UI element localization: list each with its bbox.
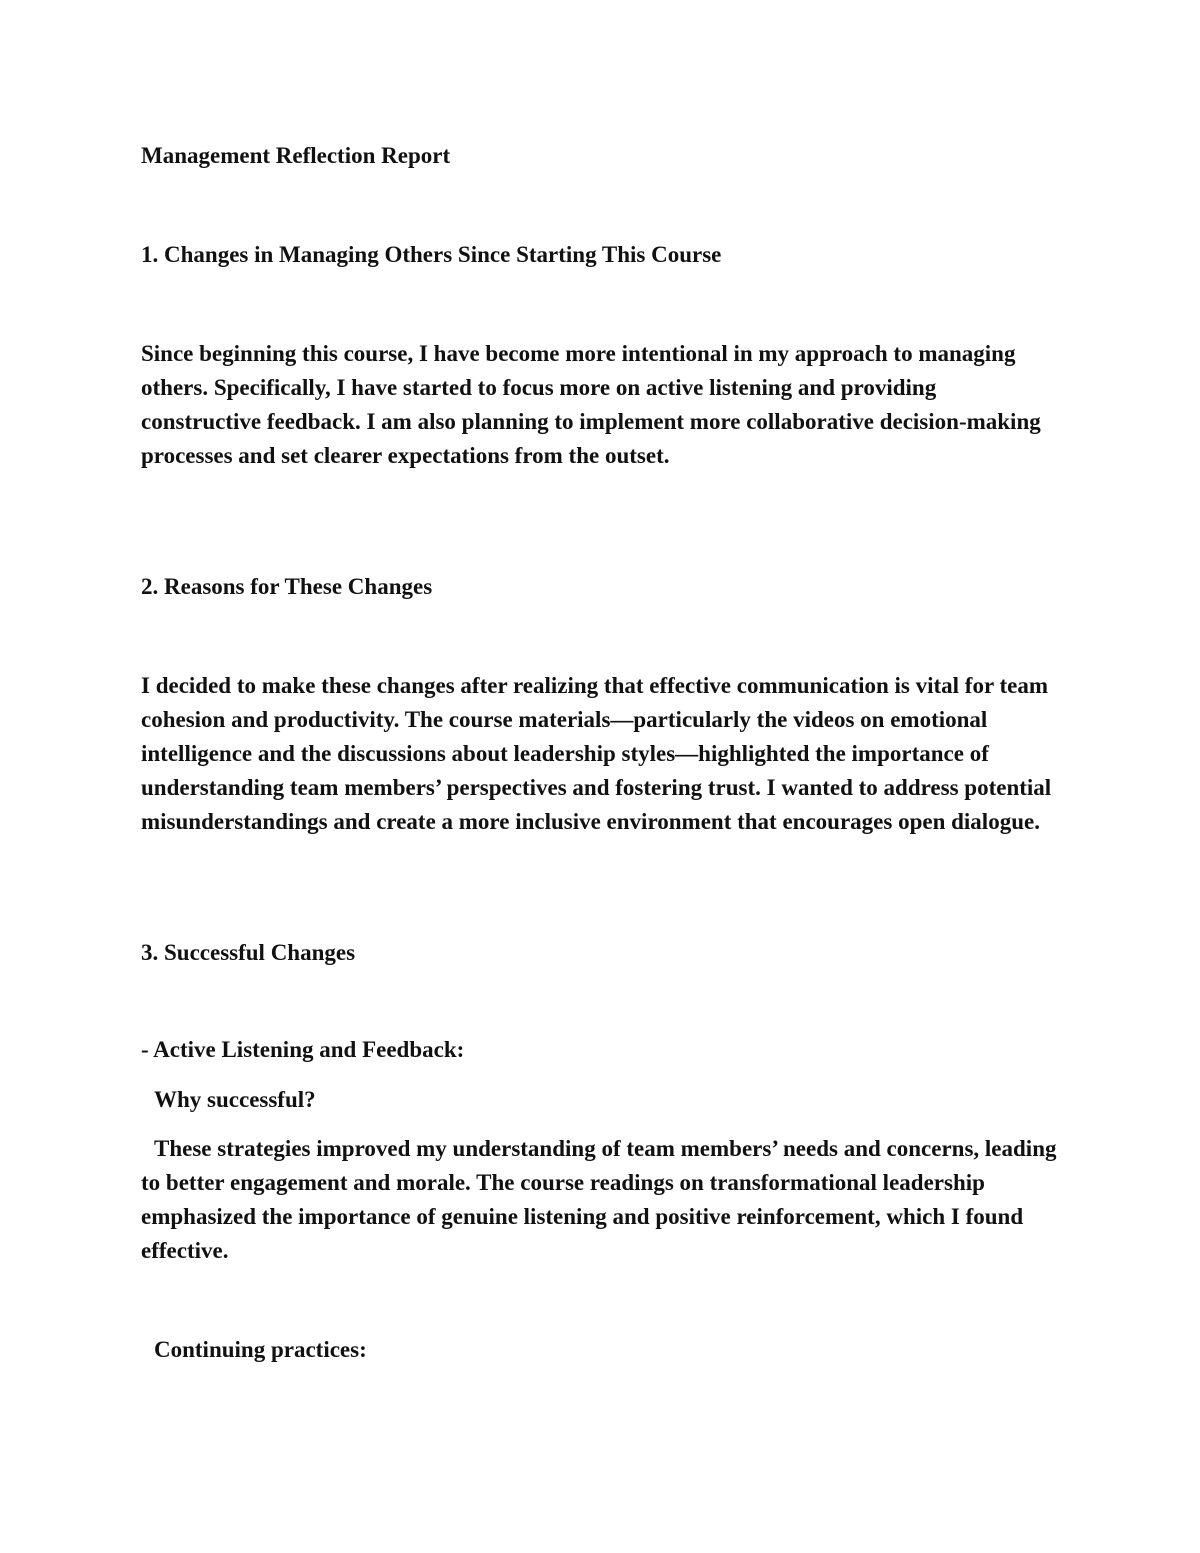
continuing-practices-label: Continuing practices:	[154, 1337, 367, 1362]
why-successful-body: These strategies improved my understanding of team members’ needs and concerns, leading to better engagement and morale. The course readings on transformational leadership emphasized the importance of genuine listening and positive reinforcement, which I found effective.	[141, 1136, 1057, 1263]
why-successful-label: Why successful?	[154, 1087, 316, 1112]
section-3-heading: 3. Successful Changes	[141, 940, 356, 965]
document-title: Management Reflection Report	[141, 143, 451, 168]
section-2-heading: 2. Reasons for These Changes	[141, 574, 433, 599]
active-listening-item-title: - Active Listening and Feedback:	[141, 1037, 465, 1062]
section-1-heading: 1. Changes in Managing Others Since Starting This Course	[141, 242, 722, 267]
section-1-body: Since beginning this course, I have become more intentional in my approach to managing others. Specifically, I have started to focus more on active listening and providing constructive feedback. I am also planning to implement more collaborative decision-making processes and set clearer expectations from the outset.	[141, 341, 1041, 468]
section-2-body: I decided to make these changes after realizing that effective communication is vital for team cohesion and productivity. The course materials—particularly the videos on emotional intelligence and the discussions about leadership styles—highlighted the importance of understanding team members’ perspectives and fostering trust. I wanted to address potential misunderstandings and create a more inclusive environment that encourages open dialogue.	[141, 673, 1052, 834]
